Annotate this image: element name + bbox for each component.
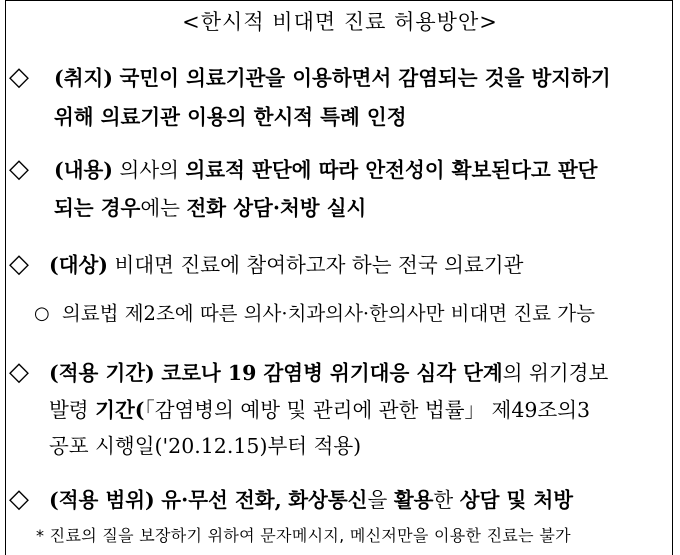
scope-text-bold: 유·무선 전화, (161, 488, 282, 512)
scope-text: 을 (367, 488, 388, 512)
target-text: 비대면 진료에 참여하고자 하는 전국 의료기관 (114, 253, 524, 277)
page-title: <한시적 비대면 진료 허용방안> (182, 10, 498, 34)
content-text: 에는 (140, 196, 180, 220)
period-text-bold: 코로나 19 감염병 위기대응 심각 단계 (161, 361, 503, 385)
content-tag: (내용) (54, 158, 114, 182)
period-text: 발령 (49, 398, 89, 422)
period-text: 공포 시행일('20.12.15)부터 적용) (49, 434, 362, 458)
scope-text-bold: 화상통신 (288, 488, 368, 512)
diamond-bullet: ◇ (9, 484, 29, 514)
purpose-text: 국민이 의료기관을 이용하면서 감염되는 것을 방지하기 (119, 66, 611, 90)
scope-text-bold: 활용 (393, 488, 434, 512)
law-name: 「감염병의 예방 및 관리에 관한 법률」 제49조의3 (144, 398, 591, 422)
footnote: * 진료의 질을 보장하기 위하여 문자메시지, 메신저만을 이용한 진료는 불가 (36, 526, 571, 545)
content-text-bold: 의료적 판단에 따라 안전성이 확보된다고 판단 (185, 158, 598, 182)
content-text-bold: 전화 상담·처방 실시 (186, 196, 367, 220)
content-text: 의사의 (119, 158, 179, 182)
diamond-bullet: ◇ (9, 249, 29, 279)
target-tag: (대상) (49, 253, 109, 277)
diamond-bullet: ◇ (9, 154, 29, 184)
period-text-bold: 기간( (95, 398, 145, 422)
circle-bullet: ○ (34, 303, 50, 324)
scope-text-bold: 상담 및 처방 (459, 488, 574, 512)
purpose-text-cont: 위해 의료기관 이용의 한시적 특례 인정 (54, 105, 407, 129)
target-sub-text: 의료법 제2조에 따른 의사·치과의사·한의사만 비대면 진료 가능 (62, 302, 595, 325)
diamond-bullet: ◇ (9, 62, 29, 92)
period-text: 의 위기경보 (502, 361, 609, 385)
purpose-tag: (취지) (54, 66, 114, 90)
content-text-bold: 되는 경우 (54, 196, 141, 220)
scope-text: 한 (433, 488, 454, 512)
diamond-bullet: ◇ (9, 357, 29, 387)
scope-tag: (적용 범위) (49, 488, 155, 512)
period-tag: (적용 기간) (49, 361, 155, 385)
